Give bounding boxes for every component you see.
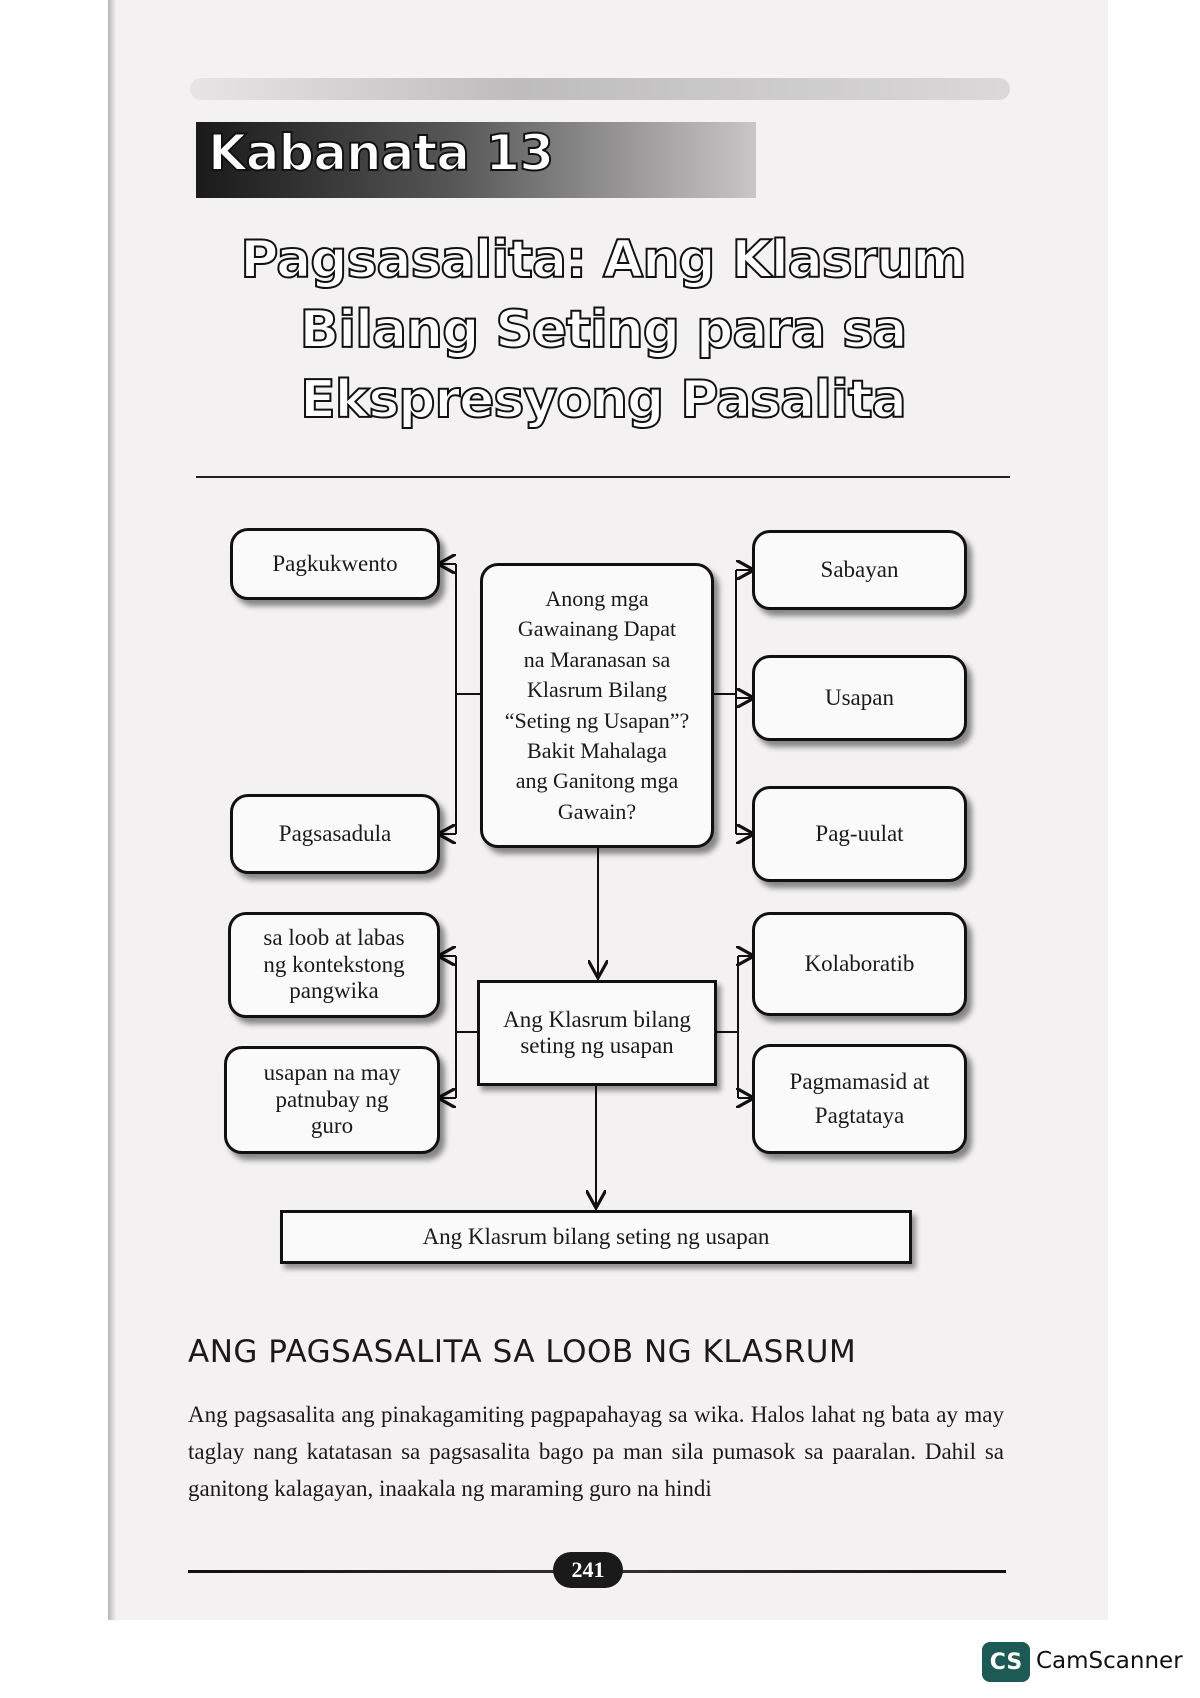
central-question-line: Anong mga [545,586,649,612]
summary-box [280,1210,912,1264]
classroom-setting-box [477,980,717,1086]
activity-label: Sabayan [820,556,899,582]
chapter-label: Kabanata 13 [208,124,553,182]
activity-box-pagkukwento [230,528,440,600]
summary-label: Ang Klasrum bilang seting ng usapan [422,1223,770,1249]
context-line: patnubay ng [275,1086,389,1112]
chapter-title-line-1: Pagsasalita: Ang Klasrum [240,230,966,290]
activity-label: Pag-uulat [815,820,904,846]
activity-box-usapan [752,655,967,741]
context-line: sa loob at labas [263,925,405,951]
context-box-pagmamasid [752,1044,967,1154]
classroom-setting-line: Ang Klasrum bilang [503,1006,691,1032]
activity-label: Pagkukwento [272,550,398,576]
context-line: ng kontekstong [263,951,405,977]
central-question-line: Klasrum Bilang [527,677,667,703]
camscanner-watermark: CamScanner [1036,1648,1183,1674]
activity-label: Pagsasadula [278,820,392,846]
context-line: pangwika [289,978,379,1004]
central-question-box [480,563,714,848]
context-box-kolaboratib [752,912,967,1016]
activity-box-pag-uulat [752,786,967,882]
camscanner-logo-icon: CS [982,1642,1030,1682]
context-box-loob-labas [228,912,440,1018]
chapter-title-line-2: Bilang Seting para sa [299,300,907,360]
context-line: Kolaboratib [804,950,915,976]
page-number: 241 [553,1552,623,1588]
central-question-line: Gawainang Dapat [517,616,677,642]
central-question-line: Bakit Mahalaga [527,737,667,763]
chapter-title-line-3: Ekspresyong Pasalita [300,370,906,430]
activity-box-sabayan [752,530,967,610]
section-heading: ANG PAGSASALITA SA LOOB NG KLASRUM [188,1334,857,1370]
central-question-line: ang Ganitong mga [515,768,679,794]
section-paragraph: Ang pagsasalita ang pinakagamiting pagpapahayag sa wika. Halos lahat ng bata ay may taglay nang katatasan sa pagsasalita bago pa man sila pumasok sa paaralan. Dahil sa ganitong kalagayan, inaakala ng maraming guro na hindi [188,1402,1004,1501]
central-question-line: Gawain? [557,798,637,824]
central-question-line: na Maranasan sa [523,646,671,672]
context-line: guro [310,1113,354,1139]
central-question-line: “Seting ng Usapan”? [504,707,690,733]
context-line: Pagtataya [814,1103,905,1128]
classroom-setting-line: seting ng usapan [520,1033,674,1058]
context-line: Pagmamasid at [789,1068,930,1094]
context-line: usapan na may [263,1060,401,1086]
activity-label: Usapan [825,684,894,710]
activity-box-pagsasadula [230,794,440,874]
context-box-patnubay [224,1046,440,1154]
